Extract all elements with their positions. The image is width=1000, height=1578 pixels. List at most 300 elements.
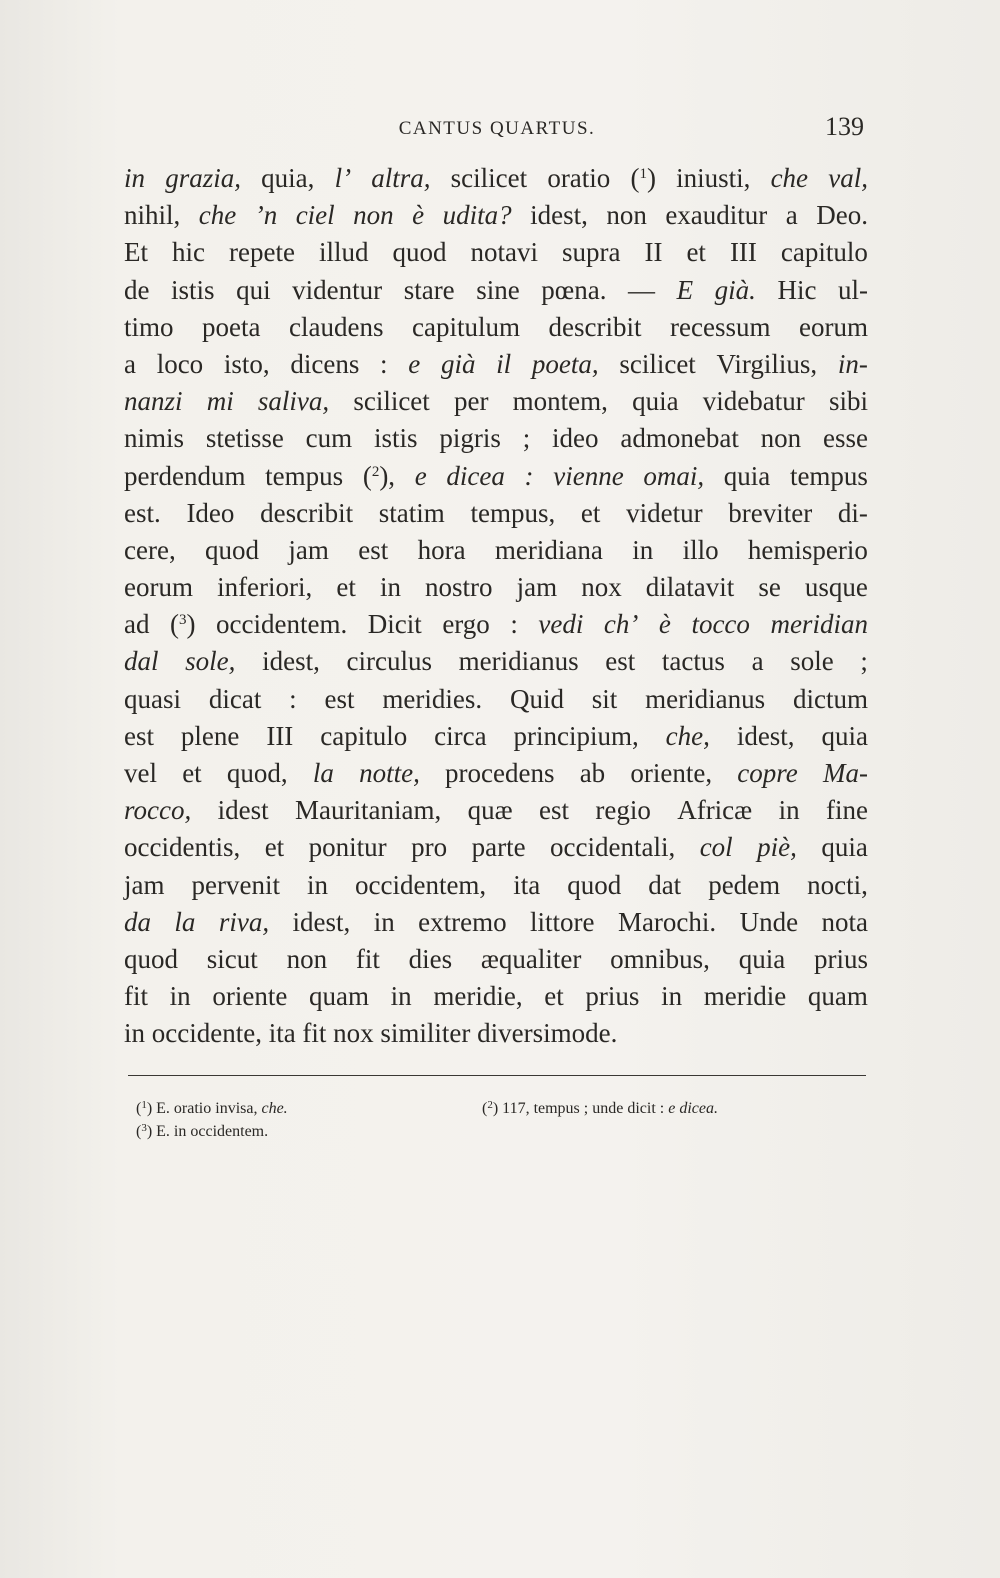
word — [313, 755, 334, 792]
word — [700, 829, 733, 866]
text-run: ) — [646, 163, 656, 193]
text-run: est — [324, 683, 355, 714]
word — [816, 197, 868, 234]
italic-text: poeta, — [531, 348, 599, 379]
word — [124, 978, 148, 1015]
text-run: oriente, — [630, 758, 713, 788]
text-run: plene — [180, 720, 240, 751]
word — [752, 643, 764, 680]
word — [595, 792, 650, 829]
text-run: pervenit — [191, 869, 280, 900]
word — [124, 755, 157, 792]
word — [604, 606, 638, 643]
word — [495, 532, 603, 569]
text-run: quod — [205, 534, 260, 565]
text-run: est — [124, 720, 154, 751]
text-run: describit — [260, 497, 354, 528]
text-run: nimis — [124, 423, 185, 454]
text-run: Africæ — [677, 795, 753, 826]
text-line — [124, 1015, 868, 1052]
word — [124, 569, 193, 606]
text-run: recessum — [670, 311, 771, 342]
word — [550, 829, 675, 866]
text-run: procedens — [445, 758, 555, 788]
text-run: meridie, — [433, 981, 523, 1012]
text-run: omnibus, — [610, 943, 710, 974]
word — [306, 420, 353, 457]
text-run: in — [778, 795, 800, 826]
text-run: sicut — [206, 943, 258, 974]
word — [496, 346, 511, 383]
text-run: dicat — [208, 683, 262, 714]
italic-text: notte, — [359, 758, 420, 788]
text-run: quia — [632, 386, 679, 417]
text-run: III — [266, 720, 294, 751]
word — [392, 234, 446, 271]
italic-text: che. — [261, 1100, 288, 1117]
word — [359, 755, 420, 792]
text-run: ), — [379, 460, 396, 491]
word — [124, 234, 148, 271]
italic-text: la — [174, 906, 196, 937]
footnote-1 — [136, 1094, 482, 1117]
text-run: est — [538, 795, 569, 826]
word — [346, 643, 431, 680]
text-run: nocti, — [807, 869, 868, 900]
word — [206, 420, 284, 457]
text-run: jam — [124, 869, 165, 900]
word — [704, 978, 786, 1015]
text-run: occidentem, — [354, 869, 487, 900]
italic-text: e dicea. — [668, 1100, 718, 1117]
text-line — [124, 829, 868, 866]
word — [124, 458, 245, 495]
word — [124, 420, 184, 457]
italic-text: dicea — [446, 460, 505, 491]
text-run: est — [358, 534, 389, 565]
text-run: : — [510, 609, 518, 640]
text-run: in — [632, 534, 654, 565]
italic-text: e — [414, 460, 427, 491]
word — [708, 867, 780, 904]
footnote-2 — [482, 1094, 866, 1117]
text-run: ideo — [552, 423, 599, 454]
word — [409, 941, 453, 978]
text-run: scilicet — [450, 163, 528, 193]
word — [553, 458, 623, 495]
word — [805, 569, 868, 606]
word — [212, 978, 287, 1015]
footnote-3 — [136, 1117, 482, 1140]
word — [434, 718, 486, 755]
text-run: nota — [821, 906, 868, 937]
text-run: usque — [804, 572, 868, 603]
italic-text: val, — [828, 163, 868, 193]
italic-text: E — [676, 274, 694, 305]
italic-text: dal — [124, 646, 159, 677]
italic-text: : — [524, 460, 534, 491]
text-run: parte — [471, 832, 526, 863]
word — [174, 904, 195, 941]
word — [626, 495, 702, 532]
text-run: perdendum — [124, 460, 246, 491]
body-text — [124, 160, 868, 1053]
text-run: ita — [513, 869, 541, 900]
text-line — [124, 160, 868, 197]
word — [260, 495, 353, 532]
text-run: de — [124, 274, 150, 305]
word — [821, 904, 868, 941]
text-run: littore — [530, 906, 595, 937]
text-run: fit — [124, 981, 148, 1012]
word — [379, 495, 445, 532]
word — [443, 197, 512, 234]
text-run: tactus — [661, 646, 725, 677]
text-run: videntur — [292, 274, 383, 305]
word — [382, 681, 482, 718]
running-header — [128, 112, 866, 146]
word — [296, 197, 335, 234]
italic-text: piè, — [757, 832, 797, 863]
word — [476, 272, 520, 309]
text-run: isto, — [223, 348, 270, 379]
word — [124, 718, 154, 755]
italic-text: Ma- — [822, 758, 868, 788]
italic-text: saliva, — [257, 386, 330, 417]
word — [258, 383, 329, 420]
text-line — [124, 309, 868, 346]
text-run: ( — [362, 460, 372, 491]
text-run: esse — [823, 423, 868, 454]
word — [793, 681, 868, 718]
text-run: exauditur — [665, 200, 768, 231]
word — [666, 718, 710, 755]
word — [124, 643, 159, 680]
word — [581, 569, 622, 606]
word — [581, 495, 601, 532]
text-run: istis — [374, 423, 418, 454]
text-run: non — [606, 200, 647, 231]
text-run: dilatavit — [645, 572, 735, 603]
word — [224, 346, 270, 383]
text-line — [124, 718, 868, 755]
text-run: poeta — [202, 311, 261, 342]
italic-text: non — [353, 200, 394, 231]
word — [552, 420, 599, 457]
word — [412, 197, 424, 234]
word — [433, 978, 522, 1015]
text-run: eorum — [124, 572, 193, 603]
text-run: qui — [236, 274, 271, 305]
text-run: : — [289, 683, 297, 714]
word — [562, 234, 620, 271]
text-run: meridiana — [494, 534, 603, 565]
text-run: ab — [579, 758, 606, 788]
text-run: sibi — [828, 386, 868, 417]
text-run: Ideo — [186, 497, 235, 528]
word — [538, 606, 583, 643]
text-run: pedem — [708, 869, 781, 900]
word — [353, 383, 429, 420]
text-run: tempus, — [470, 497, 556, 528]
word — [289, 309, 383, 346]
text-line — [124, 532, 868, 569]
italic-text: già. — [714, 274, 756, 305]
text-run: quam — [309, 981, 369, 1012]
italic-text: il — [496, 348, 512, 379]
text-run: ( — [136, 1123, 142, 1140]
word — [646, 569, 734, 606]
word — [262, 643, 320, 680]
text-run: illo — [682, 534, 719, 565]
word — [199, 197, 236, 234]
word — [205, 532, 259, 569]
word — [165, 160, 241, 197]
word — [181, 718, 239, 755]
word — [124, 681, 181, 718]
word — [309, 829, 387, 866]
word — [530, 904, 594, 941]
italic-text: copre — [737, 758, 798, 788]
text-run: ; — [522, 423, 531, 454]
text-run: nihil, — [124, 200, 181, 231]
text-run: principium, — [513, 720, 639, 751]
text-run: in — [373, 906, 395, 937]
italic-text: vienne — [553, 460, 624, 491]
word — [838, 272, 868, 309]
text-run: ( — [136, 1100, 142, 1117]
text-run: hic — [172, 237, 205, 268]
text-line — [124, 569, 868, 606]
text-run: in — [661, 981, 683, 1012]
footnote-rule — [128, 1075, 866, 1076]
word — [265, 458, 343, 495]
word — [288, 532, 329, 569]
word — [445, 755, 554, 792]
word — [207, 383, 234, 420]
text-run: idest, — [530, 200, 588, 231]
word — [807, 867, 868, 904]
word — [683, 532, 719, 569]
word — [415, 458, 427, 495]
word — [309, 978, 369, 1015]
text-run: dat — [648, 869, 682, 900]
text-line — [124, 681, 868, 718]
word — [355, 867, 486, 904]
text-run: Marochi. — [617, 906, 717, 937]
word — [541, 272, 606, 309]
word — [481, 941, 581, 978]
text-run: æqualiter — [480, 943, 582, 974]
text-run: nostro — [425, 572, 493, 603]
text-run: occidentem. — [216, 609, 348, 640]
text-run: Et — [124, 237, 148, 268]
word — [255, 197, 278, 234]
word — [610, 941, 710, 978]
text-run: sole — [790, 646, 834, 677]
word — [821, 829, 868, 866]
word — [124, 495, 161, 532]
text-line — [124, 867, 868, 904]
word — [605, 643, 635, 680]
word — [186, 495, 234, 532]
word — [539, 792, 569, 829]
text-run: Hic — [777, 274, 817, 305]
word — [799, 309, 868, 346]
text-run: quod — [567, 869, 622, 900]
text-line — [124, 606, 868, 643]
word — [717, 346, 818, 383]
word — [425, 569, 493, 606]
text-run: Virgilius, — [716, 348, 818, 379]
word — [441, 346, 476, 383]
word — [265, 829, 285, 866]
text-run: vel — [124, 758, 157, 788]
word — [124, 941, 178, 978]
word — [823, 420, 868, 457]
text-run: circulus — [346, 646, 432, 677]
word — [412, 309, 520, 346]
italic-text: da — [124, 906, 151, 937]
word — [670, 309, 770, 346]
text-run: regio — [595, 795, 651, 826]
text-run: quam — [807, 981, 868, 1012]
italic-text: ch’ — [603, 609, 639, 640]
word — [781, 234, 868, 271]
text-run: idest, — [262, 646, 320, 677]
text-run: pro — [411, 832, 448, 863]
text-run: et — [336, 572, 356, 603]
italic-text: nanzi — [124, 386, 183, 417]
text-run: ) — [186, 609, 196, 640]
footnotes — [136, 1094, 866, 1140]
text-line — [124, 978, 868, 1015]
text-run: se — [758, 572, 781, 603]
italic-text: riva, — [218, 906, 270, 937]
text-run: et — [264, 832, 285, 863]
italic-text: sole, — [185, 646, 236, 677]
text-run: pigris — [439, 423, 501, 454]
word — [632, 532, 653, 569]
italic-text: tocco — [691, 609, 750, 640]
word — [261, 160, 314, 197]
word — [790, 643, 834, 680]
text-run: quod — [124, 943, 178, 974]
text-run: fit — [355, 943, 380, 974]
text-run: istis — [171, 274, 215, 305]
word — [124, 867, 165, 904]
word — [728, 495, 812, 532]
word — [618, 904, 716, 941]
word — [758, 569, 781, 606]
word — [454, 383, 488, 420]
word — [523, 420, 531, 457]
word — [770, 606, 868, 643]
text-line — [124, 272, 868, 309]
text-line — [124, 420, 868, 457]
text-run: III — [729, 237, 757, 268]
word — [171, 272, 215, 309]
word — [592, 681, 618, 718]
word — [686, 234, 706, 271]
italic-text: già — [440, 348, 476, 379]
text-run: inferiori, — [217, 572, 313, 603]
text-run: et — [544, 981, 564, 1012]
text-run: breviter — [728, 497, 813, 528]
word — [287, 941, 328, 978]
text-run: quod — [392, 237, 447, 268]
text-run: ad — [124, 609, 150, 640]
text-run: describit — [548, 311, 642, 342]
text-run: a — [785, 200, 798, 231]
text-run: ( — [630, 163, 640, 193]
text-run: occidentali, — [550, 832, 676, 863]
word — [829, 383, 868, 420]
word — [217, 569, 312, 606]
text-run: pœna. — [541, 274, 607, 305]
footnote-number: 3 — [141, 1122, 147, 1134]
text-run: capitulum — [412, 311, 520, 342]
text-run: quia — [723, 460, 771, 491]
text-run: loco — [156, 348, 204, 379]
text-run: meridies. — [382, 683, 483, 714]
word — [677, 272, 694, 309]
word — [216, 606, 347, 643]
word — [439, 420, 501, 457]
italic-text: mi — [206, 386, 234, 417]
text-run: idest, — [736, 720, 795, 751]
text-run: est — [605, 646, 636, 677]
italic-text: omai, — [643, 460, 705, 491]
text-run: sit — [591, 683, 618, 714]
text-run: iniusti, — [676, 163, 751, 193]
text-line — [124, 458, 868, 495]
text-run: videbatur — [702, 386, 805, 417]
word — [266, 718, 293, 755]
word — [290, 346, 359, 383]
word — [192, 867, 280, 904]
italic-text: udita? — [442, 200, 512, 231]
text-run: non — [286, 943, 328, 974]
word — [757, 829, 797, 866]
word — [648, 867, 681, 904]
text-run: scilicet — [353, 386, 430, 417]
text-run: di- — [837, 497, 868, 528]
word — [374, 420, 418, 457]
text-run: idest, — [292, 906, 351, 937]
word — [292, 272, 382, 309]
text-run: quia, — [261, 163, 315, 193]
word — [124, 197, 180, 234]
text-run: : — [380, 348, 388, 379]
footnote-number: 2 — [487, 1099, 493, 1111]
text-run: tempus — [789, 460, 868, 491]
word — [472, 829, 526, 866]
word — [451, 160, 527, 197]
word — [828, 160, 868, 197]
word — [124, 272, 149, 309]
text-run: in — [306, 869, 328, 900]
italic-text: è — [412, 200, 425, 231]
word — [580, 755, 605, 792]
footnote-marker: 1 — [639, 166, 647, 182]
text-run: supra — [561, 237, 621, 268]
italic-text: vedi — [538, 609, 584, 640]
text-run: occidentis, — [124, 832, 241, 863]
text-run: et — [686, 237, 706, 268]
text-run: videtur — [626, 497, 703, 528]
word — [665, 197, 767, 234]
